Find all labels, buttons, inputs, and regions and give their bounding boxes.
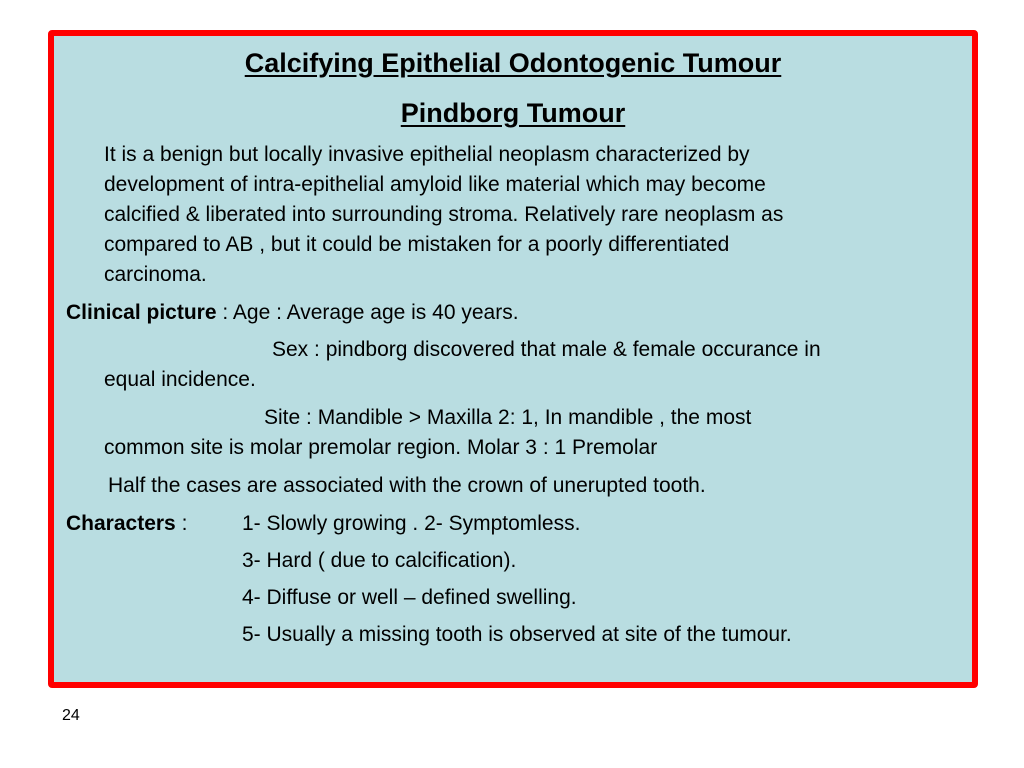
intro-line-1: It is a benign but locally invasive epithelial neoplasm characterized by xyxy=(104,143,750,166)
slide-content-box xyxy=(48,30,978,688)
clinical-half-cases: Half the cases are associated with the crown of unerupted tooth. xyxy=(108,474,706,497)
clinical-sex-line-2: equal incidence. xyxy=(104,368,256,391)
characters-separator: : xyxy=(175,512,188,535)
characters-item-2: 3- Hard ( due to calcification). xyxy=(242,549,517,572)
characters-item-1: 1- Slowly growing . 2- Symptomless. xyxy=(242,512,581,535)
characters-item-4: 5- Usually a missing tooth is observed at site of the tumour. xyxy=(242,623,792,646)
clinical-age-line xyxy=(66,298,519,328)
slide-title: Calcifying Epithelial Odontogenic Tumour xyxy=(244,48,782,78)
intro-line-4: compared to AB , but it could be mistaken for a poorly differentiated xyxy=(104,233,730,256)
characters-label-line xyxy=(66,509,187,539)
clinical-sex-line-1: Sex : pindborg discovered that male & female occurance in xyxy=(272,338,821,361)
slide-subtitle: Pindborg Tumour xyxy=(400,98,626,128)
page-number: 24 xyxy=(62,707,80,724)
clinical-age-text: : Age : Average age is 40 years. xyxy=(216,301,519,324)
clinical-picture-label: Clinical picture xyxy=(66,301,217,324)
intro-line-2: development of intra-epithelial amyloid like material which may become xyxy=(104,173,766,196)
characters-item-3: 4- Diffuse or well – defined swelling. xyxy=(242,586,577,609)
clinical-site-line-1: Site : Mandible > Maxilla 2: 1, In mandible , the most xyxy=(264,406,752,429)
characters-label: Characters xyxy=(66,512,176,535)
clinical-site-line-2: common site is molar premolar region. Molar 3 : 1 Premolar xyxy=(104,436,658,459)
intro-line-5: carcinoma. xyxy=(104,263,207,286)
intro-line-3: calcified & liberated into surrounding stroma. Relatively rare neoplasm as xyxy=(104,203,784,226)
